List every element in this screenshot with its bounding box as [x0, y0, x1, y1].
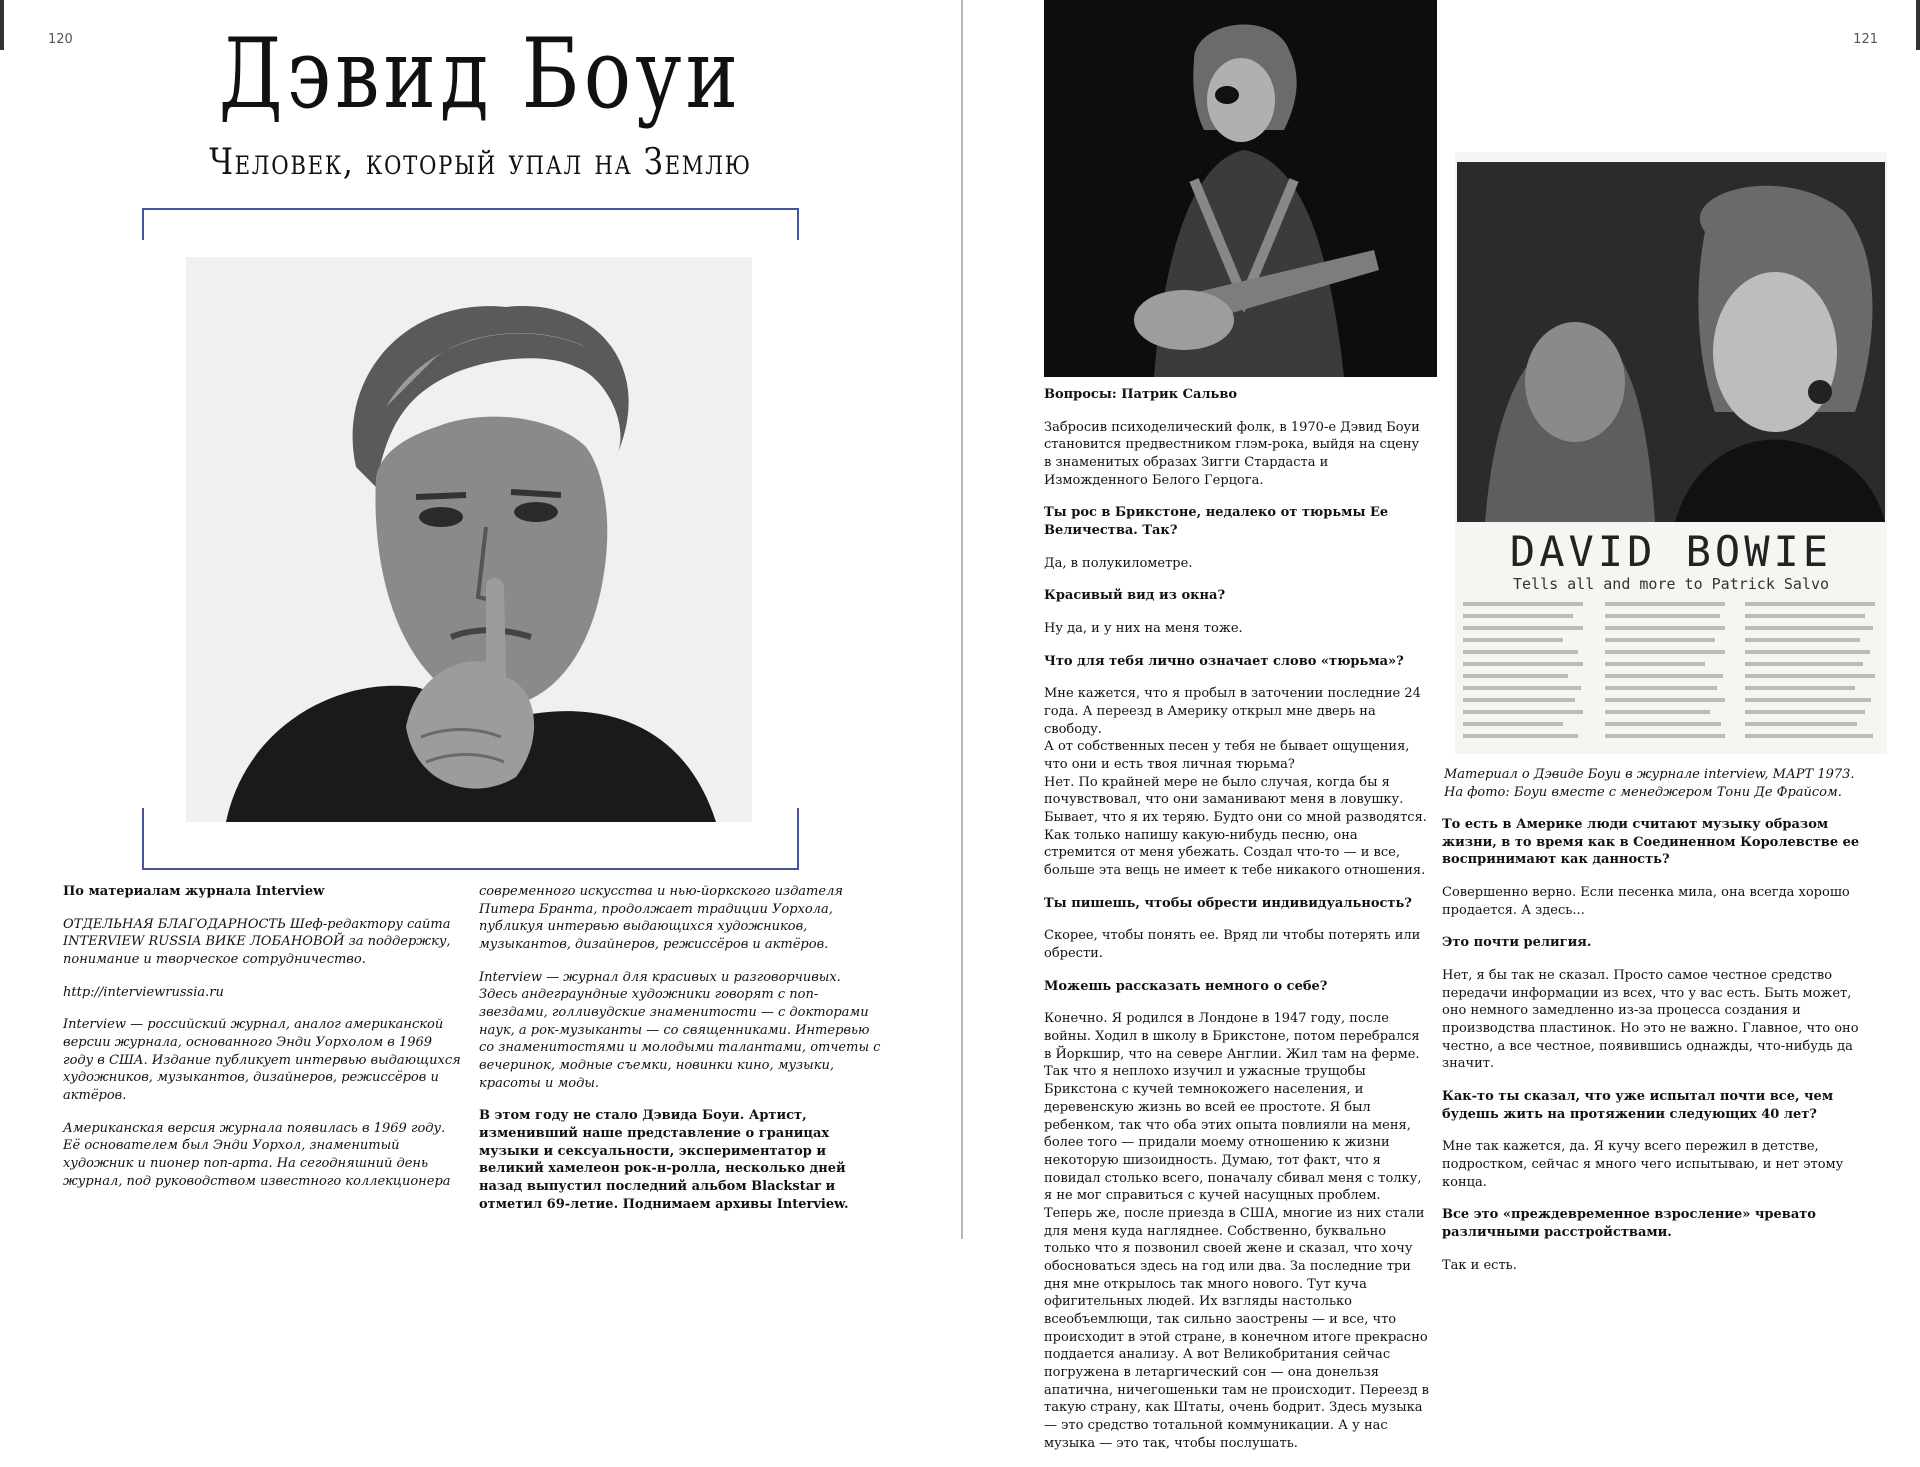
- about-interview-2: Interview — журнал для красивых и разговорчивых. Здесь андеграундные художники говорят с поп-звездами, голливудские знаменитости — с докторами наук, а рок-музыканты — со священниками. Интервью со знаменитостями и молодыми талантами, отчеты с вечеринок, модные съемки, новинки кино, музыки, красоты и моды.: [479, 969, 881, 1091]
- interview-column-2: [1442, 816, 1862, 1289]
- clipping-subhead: Tells all and more to Patrick Salvo: [1512, 575, 1830, 593]
- interview-answer: Скорее, чтобы понять ее. Вряд ли чтобы потерять или обрести.: [1044, 928, 1421, 962]
- interview-question: Ты пишешь, чтобы обрести индивидуальность?: [1044, 895, 1412, 911]
- frame-top-bracket: [142, 208, 799, 240]
- page-edge-mark: [1916, 0, 1920, 50]
- article-subtitle: Человек, который упал на Землю: [209, 142, 752, 183]
- source-heading: По материалам журнала Interview: [63, 884, 325, 899]
- interview-question: Это почти религия.: [1442, 935, 1592, 951]
- interview-answer: Так и есть.: [1442, 1257, 1517, 1273]
- interview-question: Можешь рассказать немного о себе?: [1044, 978, 1328, 994]
- interview-answer: Ну да, и у них на меня тоже.: [1044, 621, 1243, 637]
- interview-question: Ты рос в Брикстоне, недалеко от тюрьмы Ее Величества. Так?: [1044, 505, 1389, 539]
- interview-answer: Мне кажется, что я пробыл в заточении последние 24 года. А переезд в Америку открыл мне дверь на свободу. А от собственных песен у тебя не бывает ощущения, что они и есть твоя личная тюрьма? Нет. По крайней мере не было случая, когда бы я почувствовал, что они заманивают меня в ловушку. Бывает, что я их теряю. Будто они со мной разводятся. Как только напишу какую-нибудь песню, она стремится от меня убежать. Создал что-то — и все, больше эта вещь не имеет к тебе никакого отношения.: [1044, 686, 1427, 879]
- interview-question: Как-то ты сказал, что уже испытал почти все, чем будешь жить на протяжении следующих 40 лет?: [1442, 1089, 1834, 1122]
- article-title: Дэвид Боуи: [218, 18, 743, 130]
- page-number-left: 120: [48, 32, 73, 47]
- interview-answer: Да, в полукилометре.: [1044, 555, 1193, 571]
- interview-answer: Забросив психоделический фолк, в 1970-е Дэвид Боуи становится предвестником глэм-рока, выйдя на сцену в знаменитых образах Зигги Стардаста и Изможденного Белого Герцога.: [1044, 419, 1420, 488]
- page-number-right: 121: [1853, 32, 1878, 47]
- bowie-portrait-image: [186, 257, 752, 822]
- interview-url-link[interactable]: http://interviewrussia.ru: [63, 984, 224, 1000]
- interview-answer: Мне так кажется, да. Я кучу всего пережил в детстве, подростком, сейчас я много чего испытываю, и нет этому конца.: [1442, 1139, 1844, 1190]
- clipping-caption: [1444, 766, 1894, 801]
- interview-answer: Нет, я бы так не сказал. Просто самое честное средство передачи информации из всех, что у вас есть. Быть может, оно немного замедленно из-за процесса создания и производства пластинок. Но это не важно. Главное, что оно честно, а все честное, появившись однажды, что-нибудь да значит.: [1442, 968, 1859, 1072]
- clipping-headline: DAVID BOWIE: [1509, 527, 1833, 576]
- interview-answer: Совершенно верно. Если песенка мила, она всегда хорошо продается. А здесь...: [1442, 885, 1850, 918]
- interview-question: Красивый вид из окна?: [1044, 588, 1226, 604]
- interview-question: Все это «преждевременное взросление» чревато различными расстройствами.: [1442, 1207, 1816, 1241]
- left-info-column-1: [63, 883, 463, 1205]
- bowie-concert-photo: [1044, 0, 1437, 377]
- about-interview: Interview — российский журнал, аналог американской версии журнала, основанного Энди Уорхолом в 1969 году в США. Издание публикует интервью выдающихся художников, музыкантов, дизайнеров, режиссёров и актёров.: [63, 1017, 461, 1104]
- interview-1973-clipping-image: [1455, 152, 1887, 754]
- caption-line-1: Материал о Дэвиде Боуи в журнале interview, МАРТ 1973.: [1444, 767, 1855, 782]
- article-lead: В этом году не стало Дэвида Боуи. Артист, изменивший наше представление о границах музыки и сексуальности, экспериментатор и великий хамелеон рок-н-ролла, несколько дней назад выпустил последний альбом Blackstar и отметил 69-летие. Поднимаем архивы Interview.: [479, 1108, 849, 1212]
- interview-column-1: [1044, 386, 1430, 1467]
- interview-question: Вопросы: Патрик Сальво: [1044, 387, 1238, 402]
- interview-history: Американская версия журнала появилась в 1969 году. Её основателем был Энди Уорхол, знаменитый художник и пионер поп-арта. На сегодняшний день журнал, под руководством известного коллекционера: [63, 1120, 451, 1189]
- left-page: [0, 0, 961, 1239]
- thanks-note: ОТДЕЛЬНАЯ БЛАГОДАРНОСТЬ Шеф-редактору сайта INTERVIEW RUSSIA ВИКЕ ЛОБАНОВОЙ за поддержку, понимание и творческое сотрудничество.: [63, 916, 451, 968]
- caption-line-2: На фото: Боуи вместе с менеджером Тони Де Фрайсом.: [1444, 784, 1842, 800]
- interview-question: Что для тебя лично означает слово «тюрьма»?: [1044, 653, 1404, 669]
- interview-history-continued: современного искусства и нью-йоркского издателя Питера Бранта, продолжает традиции Уорхола, публикуя интервью выдающихся художников, музыкантов, дизайнеров, режиссёров и актёров.: [479, 884, 843, 953]
- page-edge-mark: [0, 0, 4, 50]
- interview-answer: Конечно. Я родился в Лондоне в 1947 году, после войны. Ходил в школу в Брикстоне, потом перебрался в Йоркшир, что на севере Англии. Жил там на ферме. Так что я неплохо изучил и ужасные трущобы Брикстона с кучей темнокожего населения, и деревенскую жизнь во всей ее простоте. Я был ребенком, так что оба этих опыта повлияли на меня, более того — придали моему отношению к жизни некоторую шизоидность. Думаю, тот факт, что я повидал столько всего, поначалу сбивал меня с толку, я не мог справиться с кучей насущных проблем. Теперь же, после приезда в США, многие из них стали для меня куда нагляднее. Собственно, буквально только что я позвонил своей жене и сказал, что хочу обосноваться здесь на год или два. За последние три дня мне открылось так много нового. Тут куча офигительных людей. Их взгляды настолько всеобъемлющи, так сильно заострены — и все, что происходит в этой стране, в конечном итоге прекрасно поддается анализу. А вот Великобритания сейчас погружена в летаргический сон — она донельзя апатична, ничегошеньки там не происходит. Переезд в такую страну, как Штаты, очень бодрит. Здесь музыка — это средство тотальной коммуникации. А у нас музыка — это так, чтобы послушать.: [1044, 1011, 1429, 1451]
- interview-question: То есть в Америке люди считают музыку образом жизни, в то время как в Соединенном Королевстве ее воспринимают как данность?: [1442, 817, 1860, 868]
- left-info-column-2: [479, 883, 881, 1228]
